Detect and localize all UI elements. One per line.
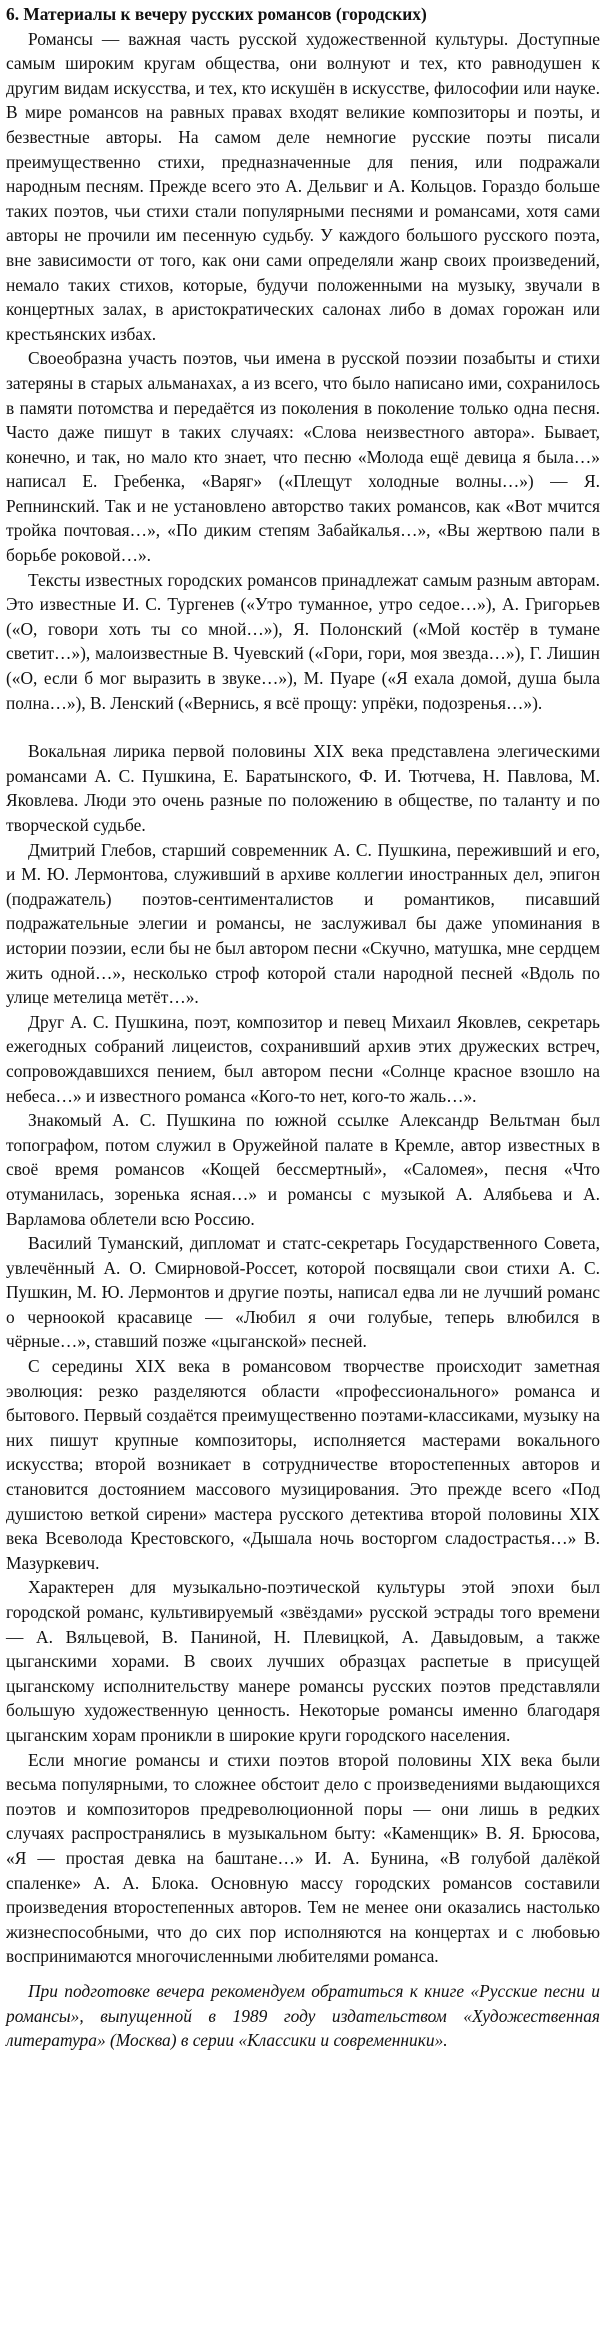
paragraph: Тексты известных городских романсов принадлежат самым разным авторам. Это известные И. С. Тургенев («Утро туманное, утро седое…»), А. Григорьев («О, говори хоть ты со мной…»), Я. Полонский («Мой костёр в тумане светит…»), малоизвестные В. Чуевский («Гори, гори, моя звезда…»), Г. Лишин («О, если б мог выразить в звуке…»), М. Пуаре («Я ехала домой, душа была полна…»), В. Ленский («Вернись, я всё прощу: упрёки, подозренья…»). bbox=[6, 569, 600, 713]
recommendation-note: При подготовке вечера рекомендуем обратиться к книге «Русские песни и романсы», выпущенной в 1989 году издательством «Художественная литература» (Москва) в серии «Классики и современники». bbox=[6, 1980, 600, 2051]
paragraph: Друг А. С. Пушкина, поэт, композитор и певец Михаил Яковлев, секретарь ежегодных собраний лицеистов, сохранивший архив этих дружеских встреч, сопровождавшихся пением, был автором песни «Солнце красное взошло на небеса…» и известного романса «Кого-то нет, кого-то жаль…». bbox=[6, 1011, 600, 1106]
paragraph: Василий Туманский, дипломат и статс-секретарь Государственного Совета, увлечённый А. О. Смирновой-Россет, которой посвящали свои стихи А. С. Пушкин, М. Ю. Лермонтов и другие поэты, написал едва ли не лучший романс о черноокой красавице — «Любил я очи голубые, теперь влюбился в чёрные…», ставший позже «цыганской» песней. bbox=[6, 1233, 600, 1352]
section-gap bbox=[6, 715, 600, 739]
paragraph: Вокальная лирика первой половины XIX века представлена элегическими романсами А. С. Пушкина, Е. Баратынского, Ф. И. Тютчева, Н. Павлова, М. Яковлева. Люди это очень разные по положению в обществе, по таланту и по творческой судьбе. bbox=[6, 741, 600, 835]
paragraph: Романсы — важная часть русской художественной культуры. Доступные самым широким кругам общества, они волнуют и тех, кто равнодушен к другим видам искусства, и тех, кто искушён в искусстве, философии или науке. В мире романсов на равных правах входят великие композиторы и поэты, и безвестные авторы. На самом деле немногие русские поэты писали преимущественно стихи, предназначенные для пения, или подражали народным песням. Прежде всего это А. Дельвиг и А. Кольцов. Гораздо больше таких поэтов, чьи стихи стали популярными песнями и романсами, хотя сами авторы не прочили им песенную судьбу. У каждого большого русского поэта, вне зависимости от того, как они сами определяли жанр своих произведений, немало таких стихов, которые, будучи положенными на музыку, звучали в концертных залах, в аристократических салонах либо в домах горожан или крестьянских избах. bbox=[6, 28, 600, 344]
paragraph: С середины XIX века в романсовом творчестве происходит заметная эволюция: резко разделяются области «профессионального» романса и бытового. Первый создаётся преимущественно поэтами-классиками, музыку на них пишут крупные композиторы, исполняется мастерами вокального искусства; второй возникает в сотрудничестве второстепенных авторов и становится достоянием массового музицирования. Это прежде всего «Под душистою веткой сирени» мастера русского детектива второй половины XIX века Всеволода Крестовского, «Дышала ночь восторгом сладострастья…» В. Мазуркевич. bbox=[6, 1356, 600, 1573]
paragraph: Знакомый А. С. Пушкина по южной ссылке Александр Вельтман был топографом, потом служил в Оружейной палате в Кремле, автор известных в своё время романсов «Кощей бессмертный», «Саломея», песня «Что отуманилась, зоренька ясная…» и романсы с музыкой А. Алябьева и А. Варламова облетели всю Россию. bbox=[6, 1110, 600, 1229]
paragraph: Своеобразна участь поэтов, чьи имена в русской поэзии позабыты и стихи затеряны в старых альманахах, а из всего, что было написано ими, сохранилось в памяти потомства и передаётся из поколения в поколение только одна песня. Часто даже пишут в таких случаях: «Слова неизвестного автора». Бывает, конечно, и так, но мало кто знает, что песню «Молода ещё девица я была…» написал Е. Гребенка, «Варяг» («Плещут холодные волны…») — Я. Репнинский. Так и не установлено авторство таких романсов, как «Вот мчится тройка почтовая…», «По диким степям Забайкалья…», «Вы жертвою пали в борьбе роковой…». bbox=[6, 348, 600, 566]
paragraph: Дмитрий Глебов, старший современник А. С. Пушкина, переживший и его, и М. Ю. Лермонтова, служивший в архиве коллегии иностранных дел, эпигон (подражатель) поэтов-сентименталистов и романтиков, писавший подражательные элегии и романсы, не заслуживал бы даже упоминания в истории поэзии, если бы не был автором песни «Скучно, матушка, мне сердцем жить одной…», несколько строф которой стали народной песней «Вдоль по улице метелица метёт…». bbox=[6, 839, 600, 1008]
paragraph: Характерен для музыкально-поэтической культуры этой эпохи был городской романс, культивируемый «звёздами» русской эстрады того времени — А. Вяльцевой, В. Паниной, Н. Плевицкой, А. Давыдовым, а также цыганскими хорами. В своих лучших образцах распетые в присущей цыганскому исполнительству манере романсы русских поэтов представляли большую художественную ценность. Некоторые романсы именно благодаря цыганским хорам проникли в широкие круги городского населения. bbox=[6, 1577, 600, 1745]
paragraph: Если многие романсы и стихи поэтов второй половины XIX века были весьма популярными, то сложнее обстоит дело с произведениями выдающихся поэтов и композиторов предреволюционной поры — они лишь в редких случаях распространялись в музыкальном быту: «Каменщик» В. Я. Брюсова, «Я — простая девка на баштане…» И. А. Бунина, «В голубой далёкой спаленке» А. А. Блока. Основную массу городских романсов составили произведения второстепенных авторов. Тем не менее они оказались настолько жизнеспособными, что до сих пор исполняются на концертах и с любовью воспринимаются многочисленными любителями романса. bbox=[6, 1749, 600, 1967]
document-page bbox=[6, 0, 600, 2053]
section-title: 6. Материалы к вечеру русских романсов (городских) bbox=[6, 4, 427, 24]
